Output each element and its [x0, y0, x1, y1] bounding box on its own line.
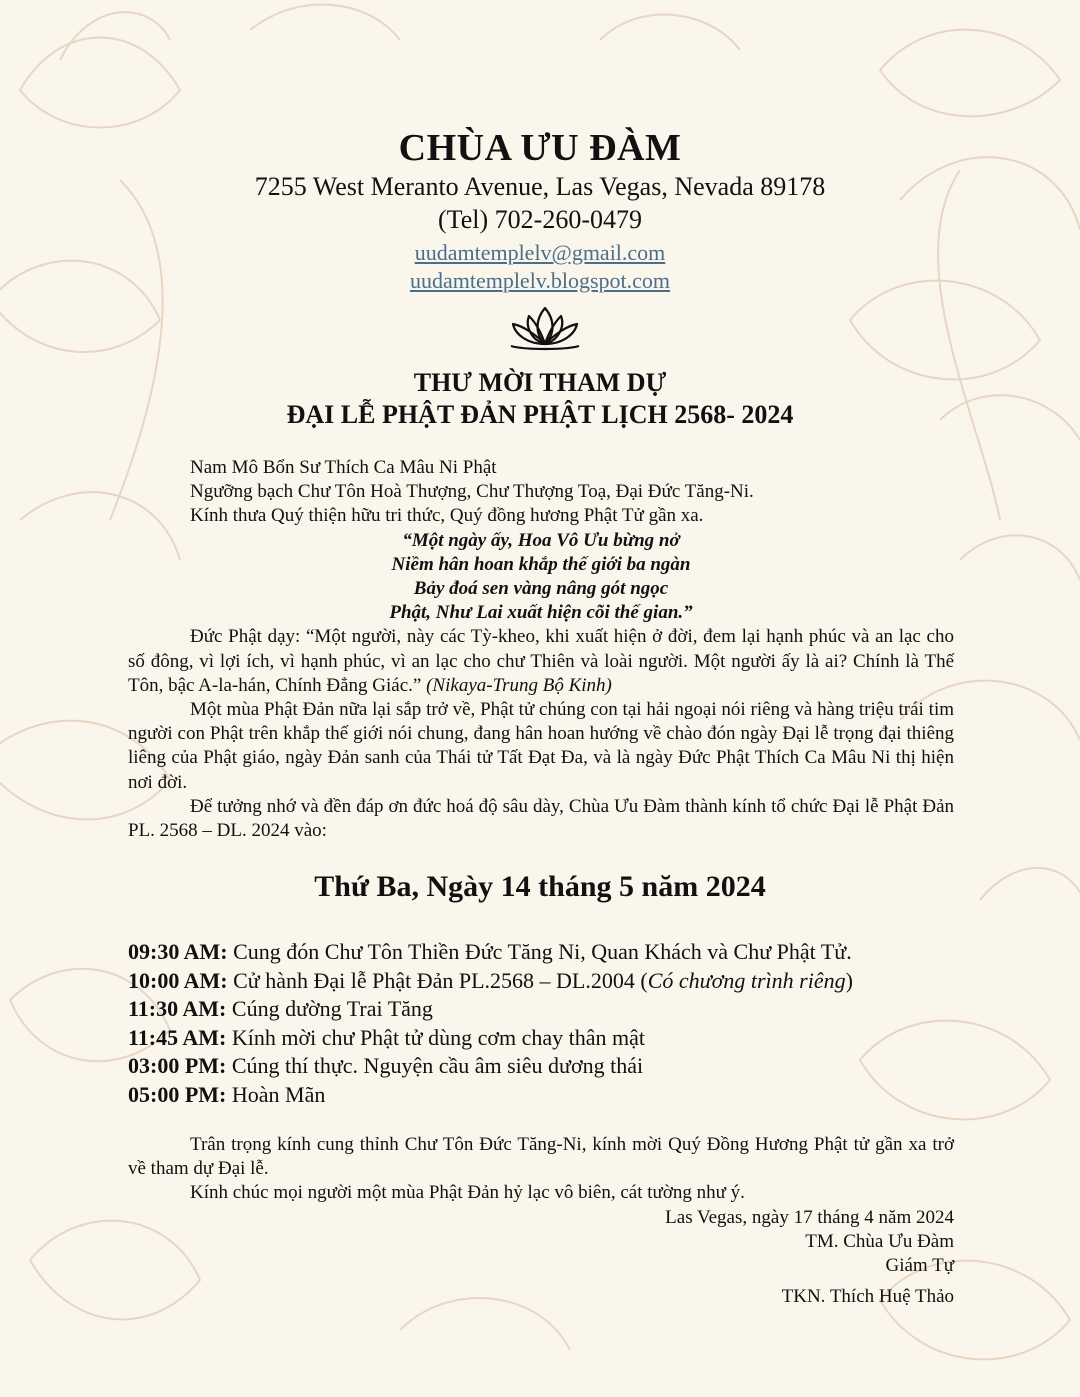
schedule-time: 09:30 AM:: [128, 939, 228, 964]
schedule-activity: Cúng dường Trai Tăng: [226, 996, 433, 1022]
signature-role: Giám Tự: [885, 1255, 954, 1277]
schedule-row: [128, 995, 988, 1024]
closing-paragraph: Trân trọng kính cung thỉnh Chư Tôn Đức Tăng-Ni, kính mời Quý Đồng Hương Phật tử gần xa trở về tham dự Đại lễ.: [128, 1134, 954, 1180]
schedule-row: [128, 967, 988, 996]
schedule-time: 10:00 AM:: [128, 967, 228, 993]
event-title: ĐẠI LỄ PHẬT ĐẢN PHẬT LỊCH 2568- 2024: [286, 400, 794, 429]
schedule-time: 11:45 AM:: [128, 1024, 227, 1050]
quote-citation: (Nikaya-Trung Bộ Kinh): [426, 674, 612, 696]
temple-address: 7255 West Meranto Avenue, Las Vegas, Nevada 89178: [254, 172, 826, 201]
greeting-line: Nam Mô Bổn Sư Thích Ca Mâu Ni Phật: [190, 457, 497, 478]
schedule-row: [128, 1081, 988, 1110]
signature-block: [665, 1206, 954, 1309]
blog-link[interactable]: uudamtemplelv.blogspot.com: [409, 268, 671, 293]
schedule-note: Có chương trình riêng: [647, 967, 846, 993]
quote-text: Đức Phật dạy: “Một người, này các Tỳ-kheo, khi xuất hiện ở đời, đem lại hạnh phúc và an lạc cho số đông, vì lợi ích, vì hạnh phúc, vì an lạc cho chư Thiên và loài người. Một người ấy là ai? Chính là Thế Tôn, bậc A-la-hán, Chính Đẳng Giác.”: [128, 626, 954, 696]
poem-line: “Một ngày ấy, Hoa Vô Ưu bừng nở: [402, 529, 680, 551]
schedule-activity: Hoàn Mãn: [226, 1081, 326, 1107]
paragraph: Một mùa Phật Đản nữa lại sắp trở về, Phật tử chúng con tại hải ngoại nói riêng và hàng triệu trái tim người con Phật trên khắp thế giới nói chung, đang hân hoan hướng về chào đón ngày Đại lễ trọng đại thiêng liêng của Phật giáo, ngày Đản sanh của Thái tử Tất Đạt Đa, và là ngày Đức Phật Thích Ca Mâu Ni thị hiện nơi đời.: [128, 699, 954, 793]
lotus-icon: [505, 302, 585, 352]
schedule-row: [128, 1024, 988, 1053]
invitation-title: THƯ MỜI THAM DỰ: [413, 368, 667, 397]
signature-org: TM. Chùa Ưu Đàm: [805, 1231, 954, 1253]
letter-body: [128, 456, 954, 843]
schedule-activity: Cử hành Đại lễ Phật Đản PL.2568 – DL.2004 (: [227, 967, 648, 993]
poem-line: Phật, Như Lai xuất hiện cõi thế gian.”: [389, 602, 693, 624]
event-schedule: [128, 938, 988, 1110]
schedule-time: 03:00 PM:: [128, 1053, 227, 1079]
schedule-activity: Cung đón Chư Tôn Thiền Đức Tăng Ni, Quan Khách và Chư Phật Tử.: [227, 939, 852, 964]
event-date: Thứ Ba, Ngày 14 tháng 5 năm 2024: [314, 870, 766, 903]
schedule-activity: Kính mời chư Phật tử dùng cơm chay thân mật: [226, 1024, 645, 1050]
paragraph-quote: [128, 625, 954, 698]
greeting-line: Ngưỡng bạch Chư Tôn Hoà Thượng, Chư Thượng Toạ, Đại Đức Tăng-Ni.: [190, 481, 754, 503]
poem-line: Niềm hân hoan khắp thế giới ba ngàn: [391, 553, 691, 575]
schedule-activity: Cúng thí thực. Nguyện cầu âm siêu dương thái: [226, 1053, 644, 1079]
greeting-line: Kính thưa Quý thiện hữu tri thức, Quý đồng hương Phật Tử gần xa.: [190, 505, 704, 527]
signature-place-date: Las Vegas, ngày 17 tháng 4 năm 2024: [665, 1207, 954, 1228]
schedule-row: [128, 1052, 988, 1081]
temple-phone: (Tel) 702-260-0479: [438, 205, 642, 234]
schedule-note-close: ): [845, 967, 853, 993]
signature-name: TKN. Thích Huệ Thảo: [781, 1285, 954, 1307]
temple-name: CHÙA ƯU ĐÀM: [398, 127, 682, 169]
schedule-time: 05:00 PM:: [128, 1081, 227, 1107]
paragraph: Để tưởng nhớ và đền đáp ơn đức hoá độ sâu dày, Chùa Ưu Đàm thành kính tổ chức Đại lễ Phật Đản PL. 2568 – DL. 2024 vào:: [128, 795, 954, 842]
schedule-row: [128, 938, 988, 967]
closing-wish: Kính chúc mọi người một mùa Phật Đản hỷ lạc vô biên, cát tường như ý.: [190, 1182, 745, 1204]
schedule-time: 11:30 AM:: [128, 996, 227, 1022]
poem-line: Bảy đoá sen vàng nâng gót ngọc: [413, 578, 669, 600]
email-link[interactable]: uudamtemplelv@gmail.com: [414, 240, 666, 265]
closing-section: [128, 1133, 954, 1206]
